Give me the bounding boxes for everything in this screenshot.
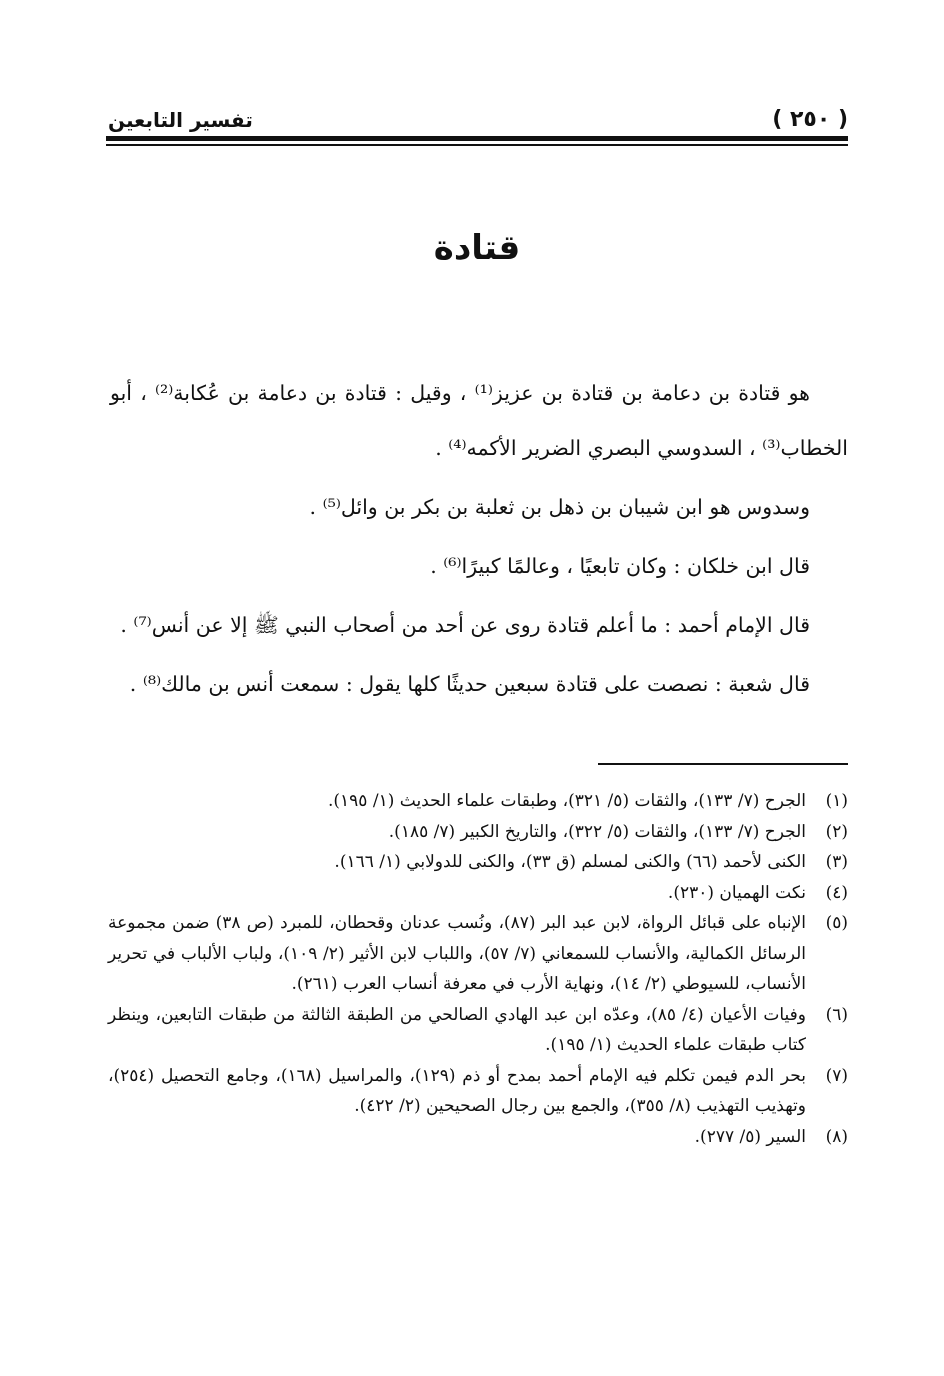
footnote-number: (٧) xyxy=(825,1065,848,1086)
footnote xyxy=(108,1122,848,1153)
running-book-title: تفسير التابعين xyxy=(108,108,253,132)
footnote-text: بحر الدم فيمن تكلم فيه الإمام أحمد بمدح أو ذم (١٢٩)، والمراسيل (١٦٨)، وجامع التحصيل (٢٥٤)، وتهذيب التهذيب (٨/ ٣٥٥)، والجمع بين رجال الصحيحين (٢/ ٤٢٢). xyxy=(108,1065,806,1116)
paragraph: قال الإمام أحمد : ما أعلم قتادة روى عن أحد من أصحاب النبي ﷺ إلا عن أنس⁽⁷⁾ . xyxy=(120,613,810,637)
main-text xyxy=(110,366,848,712)
footnote xyxy=(108,908,848,1000)
footnote xyxy=(108,878,848,909)
footnote-text: الجرح (٧/ ١٣٣)، والثقات (٥/ ٣٢٢)، والتاريخ الكبير (٧/ ١٨٥). xyxy=(388,821,806,842)
page-header xyxy=(108,92,848,132)
footnote-divider xyxy=(598,763,848,765)
footnote-text: الجرح (٧/ ١٣٣)، والثقات (٥/ ٣٢١)، وطبقات علماء الحديث (١/ ١٩٥). xyxy=(327,791,806,811)
page-number: ( ٢٥٠ ) xyxy=(772,107,848,132)
footnote xyxy=(108,786,848,817)
footnote xyxy=(108,1061,848,1122)
paragraph: قال ابن خلكان : وكان تابعيًا ، وعالمًا كبيرًا⁽⁶⁾ . xyxy=(430,554,810,578)
paragraph: هو قتادة بن دعامة بن قتادة بن عزيز⁽¹⁾ ، وقيل : قتادة بن دعامة بن عُكابة⁽²⁾ ، أبو الخطاب⁽³⁾ ، السدوسي البصري الضرير الأكمه⁽⁴⁾ . xyxy=(110,381,848,460)
footnote-number: (٢) xyxy=(825,821,848,842)
footnote-text: الإنباه على قبائل الرواة، لابن عبد البر (٨٧)، ونُسب عدنان وقحطان، للمبرد (ص ٣٨) ضمن مجموعة الرسائل الكمالية، والأنساب للسمعاني (٧/ ٥٧)، واللباب لابن الأثير (٢/ ١٠٩)، ولباب الألباب في تحرير الأنساب، للسيوطي (٢/ ١٤)، ونهاية الأرب في معرفة أنساب العرب (٢٦١). xyxy=(108,913,807,994)
footnotes xyxy=(108,786,848,1152)
footnote xyxy=(108,847,848,878)
footnote-text: الكنى لأحمد (٦٦) والكنى لمسلم (ق ٣٣)، والكنى للدولابي (١/ ١٦٦). xyxy=(334,852,806,872)
footnote xyxy=(108,817,848,848)
chapter-title: قتادة xyxy=(433,228,521,268)
header-divider-thin xyxy=(106,144,848,146)
header-divider xyxy=(106,136,848,141)
paragraph: قال شعبة : نصصت على قتادة سبعين حديثًا كلها يقول : سمعت أنس بن مالك⁽⁸⁾ . xyxy=(129,672,810,696)
footnote-text: السير (٥/ ٢٧٧). xyxy=(694,1126,806,1147)
footnote-number: (٨) xyxy=(825,1126,848,1147)
footnote-text: وفيات الأعيان (٤/ ٨٥)، وعدّه ابن عبد الهادي الصالحي من الطبقة الثالثة من طبقات التابعين، وينظر كتاب طبقات علماء الحديث (١/ ١٩٥). xyxy=(108,1004,806,1055)
footnote-text: نكت الهميان (٢٣٠). xyxy=(667,882,806,903)
paragraph: وسدوس هو ابن شيبان بن ذهل بن ثعلبة بن بكر بن وائل⁽⁵⁾ . xyxy=(309,495,810,519)
footnote xyxy=(108,1000,848,1061)
footnote-number: (٥) xyxy=(825,913,848,933)
footnote-number: (٣) xyxy=(825,852,848,872)
footnote-number: (٦) xyxy=(825,1004,848,1025)
footnote-number: (٤) xyxy=(825,882,848,903)
footnote-number: (١) xyxy=(825,791,848,811)
